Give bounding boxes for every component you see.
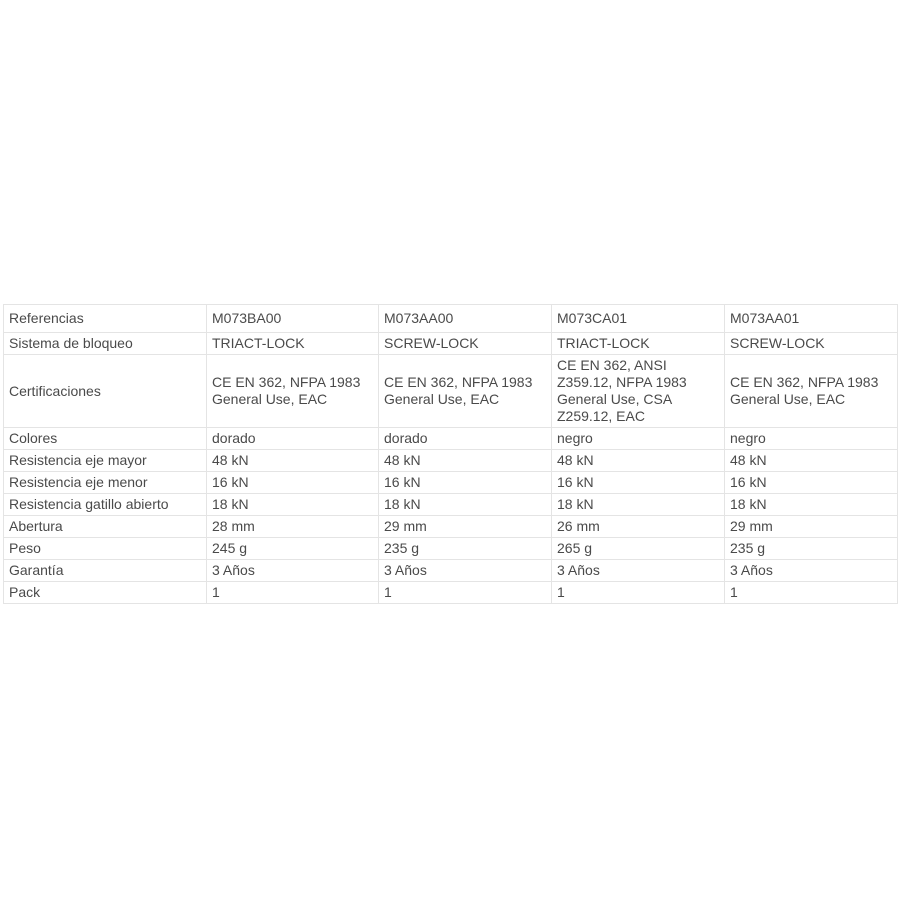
row-label: Colores [4,428,207,450]
table-cell: 18 kN [552,494,725,516]
table-cell: 1 [207,582,379,604]
table-cell: SCREW-LOCK [725,333,898,355]
table-row-referencias [4,305,898,333]
table-cell: 1 [379,582,552,604]
table-row-abertura [4,516,898,538]
table-cell: 1 [552,582,725,604]
table-row-resistencia-eje-menor [4,472,898,494]
table-cell: M073AA00 [379,305,552,333]
table-cell: 16 kN [552,472,725,494]
table-cell: 1 [725,582,898,604]
table-cell: 48 kN [552,450,725,472]
table-row-garantia [4,560,898,582]
table-cell: CE EN 362, NFPA 1983 General Use, EAC [725,355,898,428]
table-cell: 29 mm [725,516,898,538]
table-cell: SCREW-LOCK [379,333,552,355]
table-cell: 3 Años [725,560,898,582]
table-cell: 245 g [207,538,379,560]
row-label: Certificaciones [4,355,207,428]
row-label: Resistencia eje mayor [4,450,207,472]
table-cell: negro [725,428,898,450]
table-cell: 26 mm [552,516,725,538]
table-cell: 48 kN [379,450,552,472]
table-row-pack [4,582,898,604]
row-label: Resistencia gatillo abierto [4,494,207,516]
table-cell: TRIACT-LOCK [552,333,725,355]
table-cell: 265 g [552,538,725,560]
table-cell: M073AA01 [725,305,898,333]
table-cell: 3 Años [552,560,725,582]
table-row-sistema-de-bloqueo [4,333,898,355]
table-row-colores [4,428,898,450]
table-cell: 3 Años [207,560,379,582]
table-cell: 28 mm [207,516,379,538]
row-label: Abertura [4,516,207,538]
table-row-peso [4,538,898,560]
row-label: Garantía [4,560,207,582]
spec-table [3,304,898,604]
row-label: Referencias [4,305,207,333]
table-cell: 16 kN [379,472,552,494]
table-cell: 235 g [379,538,552,560]
table-cell: M073BA00 [207,305,379,333]
table-cell: dorado [207,428,379,450]
table-cell: 29 mm [379,516,552,538]
table-cell: negro [552,428,725,450]
table-cell: 18 kN [725,494,898,516]
table-cell: 16 kN [207,472,379,494]
table-cell: 48 kN [207,450,379,472]
table-cell: 3 Años [379,560,552,582]
table-cell: M073CA01 [552,305,725,333]
row-label: Pack [4,582,207,604]
table-cell: 48 kN [725,450,898,472]
table-cell: CE EN 362, ANSI Z359.12, NFPA 1983 General Use, CSA Z259.12, EAC [552,355,725,428]
table-cell: 16 kN [725,472,898,494]
table-cell: CE EN 362, NFPA 1983 General Use, EAC [207,355,379,428]
table-row-resistencia-gatillo-abierto [4,494,898,516]
row-label: Resistencia eje menor [4,472,207,494]
table-row-resistencia-eje-mayor [4,450,898,472]
table-cell: 18 kN [207,494,379,516]
table-cell: 235 g [725,538,898,560]
row-label: Sistema de bloqueo [4,333,207,355]
table-cell: TRIACT-LOCK [207,333,379,355]
table-cell: CE EN 362, NFPA 1983 General Use, EAC [379,355,552,428]
row-label: Peso [4,538,207,560]
table-row-certificaciones [4,355,898,428]
table-cell: dorado [379,428,552,450]
table-cell: 18 kN [379,494,552,516]
